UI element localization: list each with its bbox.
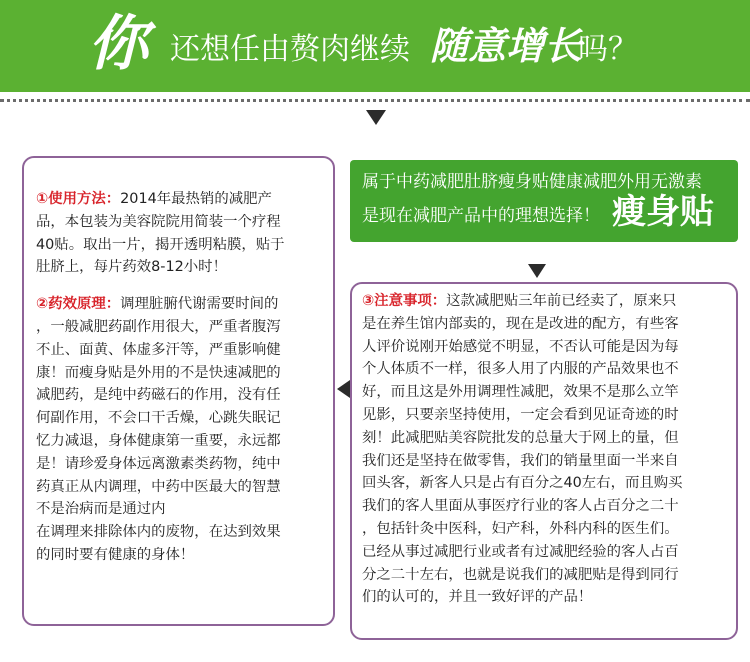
notes-line: 分之二十左右，也就是说我们的减肥贴是得到同行 bbox=[362, 566, 679, 583]
arrow-down-icon bbox=[366, 110, 386, 125]
principle-line: ，一般减肥药副作用很大，严重者腹泻 bbox=[36, 318, 281, 335]
headline-end: 吗？ bbox=[578, 32, 638, 67]
principle-line-1: ②药效原理：调理脏腑代谢需要时间的 bbox=[36, 296, 279, 313]
dotted-divider bbox=[0, 99, 750, 102]
principle-line: 减肥药，是纯中药磁石的作用，没有任 bbox=[36, 387, 281, 404]
arrow-left-icon bbox=[337, 380, 350, 398]
notes-line: 是在养生馆内部卖的，现在是改进的配方，有些客 bbox=[362, 315, 679, 332]
principle-line: 忆力减退，身体健康第一重要，永远都 bbox=[36, 432, 281, 449]
principle-line: 的同时要有健康的身体！ bbox=[36, 546, 195, 563]
principle-line: 不止、面黄、体虚多汗等，严重影响健 bbox=[36, 341, 281, 358]
principle-line: 是！请珍爱身体远离激素类药物，纯中 bbox=[36, 455, 281, 472]
principle-line: 药真正从内调理，中药中医最大的智慧 bbox=[36, 478, 281, 495]
notes-line: 个人体质不一样，很多人用了内服的产品效果也不 bbox=[362, 361, 679, 378]
usage-line: 品，本包装为美容院院用简装一个疗程 bbox=[36, 213, 281, 230]
notes-line-1: ③注意事项：这款减肥贴三年前已经卖了，原来只 bbox=[362, 293, 677, 309]
highlight-line-2: 是现在减肥产品中的理想选择！ bbox=[362, 206, 600, 226]
usage-principle-panel bbox=[22, 156, 335, 626]
notes-line: 人评价说刚开始感觉不明显，不否认可能是因为每 bbox=[362, 338, 679, 355]
principle-line: 不是治病而是通过内 bbox=[36, 501, 166, 518]
usage-heading: ①使用方法： bbox=[36, 191, 121, 207]
arrow-down-icon bbox=[528, 264, 546, 278]
notes-line: 好，而且这是外用调理性减肥，效果不是那么立竿 bbox=[362, 384, 679, 401]
notes-line: 已经从事过减肥行业或者有过减肥经验的客人占百 bbox=[362, 543, 679, 560]
notes-line: ，包括针灸中医科，妇产科，外科内科的医生们。 bbox=[362, 520, 679, 537]
principle-line: 何副作用，不会口干舌燥，心跳失眠记 bbox=[36, 410, 281, 427]
notes-line: 回头客，新客人只是占有百分之40左右，而且购买 bbox=[362, 475, 683, 492]
notes-line: 们的认可的，并且一致好评的产品！ bbox=[362, 589, 593, 606]
headline-text: 还想任由赘肉继续 bbox=[170, 32, 410, 67]
headline-emphasis: 随意增长 bbox=[430, 24, 583, 68]
highlight-product-name: 瘦身贴 bbox=[612, 192, 714, 232]
principle-heading: ②药效原理： bbox=[36, 296, 121, 313]
notes-line: 我们还是坚持在做零售，我们的销量里面一半来自 bbox=[362, 452, 679, 469]
notes-panel bbox=[350, 282, 738, 640]
notes-heading: ③注意事项： bbox=[362, 293, 447, 309]
principle-line: 康！而瘦身贴是外用的不是快速减肥的 bbox=[36, 364, 281, 381]
usage-line: 40贴。取出一片，揭开透明粘膜，贴于 bbox=[36, 236, 285, 253]
notes-line: 见影，只要亲坚持使用，一定会看到见证奇迹的时 bbox=[362, 406, 679, 423]
principle-line: 在调理来排除体内的废物，在达到效果 bbox=[36, 524, 281, 541]
highlight-card bbox=[350, 160, 738, 242]
usage-line-1: ①使用方法：2014年最热销的减肥产 bbox=[36, 191, 272, 207]
notes-line: 我们的客人里面从事医疗行业的客人占百分之二十 bbox=[362, 498, 679, 515]
highlight-line-1: 属于中药减肥肚脐瘦身贴健康减肥外用无激素 bbox=[362, 172, 702, 192]
usage-line: 肚脐上，每片药效8-12小时！ bbox=[36, 259, 227, 276]
headline-big-char: 你 bbox=[88, 9, 146, 79]
notes-line: 刻！此减肥贴美容院批发的总量大于网上的量，但 bbox=[362, 429, 679, 446]
headline-banner bbox=[0, 0, 750, 92]
